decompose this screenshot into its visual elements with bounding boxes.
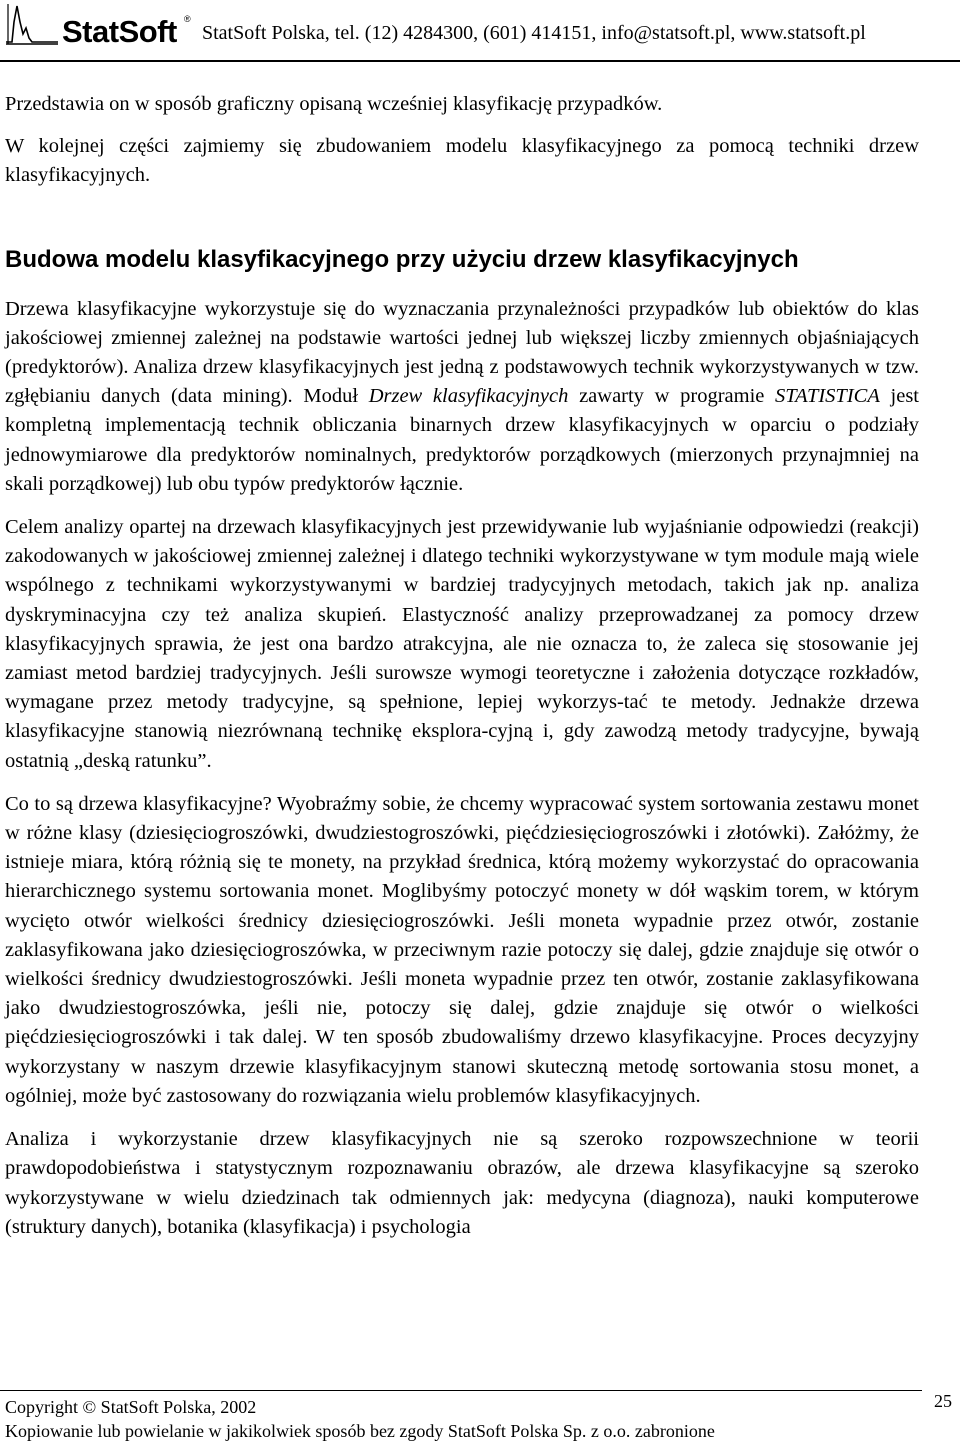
paragraph-text: zawarty w programie (568, 385, 776, 408)
footer-notice: Kopiowanie lub powielanie w jakikolwiek sposób bez zgody StatSoft Polska Sp. z o.o. zabronione (5, 1421, 715, 1441)
footer-copyright: Copyright © StatSoft Polska, 2002 (5, 1397, 257, 1417)
page-number: 25 (934, 1391, 952, 1411)
section-paragraph-4: Analiza i wykorzystanie drzew klasyfikacyjnych nie są szeroko rozpowszechnione w teorii prawdopodobieństwa i statystycznym rozpoznawaniu obrazów, ale drzewa klasyfikacyjne są szeroko wykorzystywane w wielu dziedzinach tak odmiennych jak: medycyna (diagnoza), nauki komputerowe (struktury danych), botanika (klasyfikacja) i psychologia (5, 1128, 919, 1238)
section-paragraph-1 (5, 295, 919, 499)
module-name: Drzew klasyfikacyjnych (368, 385, 569, 408)
paragraph-text: jest kompletną implementacją technik obliczania binarnych drzew klasyfikacyjnych w oparciu o podziały jednowymiarowe dla predyktorów nominalnych, predyktorów porządkowych (mierzonych przynajmniej na skali porządkowej) lub obu typów predyktorów łącznie. (5, 385, 919, 495)
intro-paragraph-2: W kolejnej części zajmiemy się zbudowaniem modelu klasyfikacyjnego za pomocą techniki drzew klasyfikacyjnych. (5, 135, 919, 187)
intro-paragraph-1: Przedstawia on w sposób graficzny opisaną wcześniej klasyfikację przypadków. (5, 93, 663, 115)
section-paragraph-3: Co to są drzewa klasyfikacyjne? Wyobraźmy sobie, że chcemy wypracować system sortowania zestawu monet w różne klasy (dziesięciogroszówki, dwudziestogroszówki, pięćdziesięciogroszówki i złotówki). Załóżmy, że istnieje miara, którą różnią się te monety, na przykład średnica, którą możemy wykorzystać do opracowania hierarchicznego systemu sortowania monet. Moglibyśmy potoczyć monety w dół wąskim torem, w którym wycięto otwór wielkości średnicy dziesięciogroszówki. Jeśli moneta wypadnie przez otwór, zostanie zaklasyfikowana jako dziesięciogroszówka, w przeciwnym razie potoczy się dalej, gdzie znajduje się otwór o wielkości średnicy dwudziestogroszówki. Jeśli moneta wypadnie przez ten otwór, zostanie zaklasyfikowana jako dwudziestogroszówka, jeśli nie, potoczy się dalej, gdzie znajduje się otwór o wielkości pięćdziesięciogroszówki i tak dalej. W ten sposób zbudowaliśmy drzewo klasyfikacyjne. Proces decyzyjny wykorzystany w naszym drzewie klasyfikacyjnym stanowi skuteczną metodę sortowania stosu monet, a ogólniej, może być zastosowany do rozwiązania wielu problemów klasyfikacyjnych. (5, 792, 919, 1107)
statsoft-logo-icon (4, 2, 60, 46)
section-heading: Budowa modelu klasyfikacyjnego przy użyciu drzew klasyfikacyjnych (5, 245, 799, 273)
paragraph-text: Drzewa klasyfikacyjne wykorzystuje się do wyznaczania przynależności przypadków lub obiektów do klas jakościowej zmiennej zależnej na podstawie wartości jednej lub większej liczby zmiennych objaśniających (predyktorów). Analiza drzew klasyfikacyjnych jest jedną z podstawowych technik wykorzystywanych w tzw. zgłębianiu danych (data mining). Moduł (5, 297, 919, 408)
statsoft-logo-text: StatSoft (62, 14, 177, 49)
header-divider (0, 60, 960, 62)
header-contact-info: StatSoft Polska, tel. (12) 4284300, (601) 414151, info@statsoft.pl, www.statsoft.pl (202, 22, 866, 44)
footer-divider (0, 1390, 922, 1391)
section-paragraph-2: Celem analizy opartej na drzewach klasyfikacyjnych jest przewidywanie lub wyjaśnianie odpowiedzi (reakcji) zakodowanych w jakościowej zmiennej zależnej i dlatego techniki wykorzystywane w tym module mają wiele wspólnego z technikami wykorzystywanymi w bardziej tradycyjnych metodach, takich jak np. analiza dyskryminacyjna czy też analiza skupień. Elastyczność analizy przeprowadzanej za pomocy drzew klasyfikacyjnych sprawia, że jest ona bardzo atrakcyjna, ale nie oznacza to, że zaleca się stosowanie jej zamiast metod bardziej tradycyjnych. Jeśli surowsze wymogi teoretyczne i założenia dotyczące rozkładów, wymagane przez metody tradycyjne, są spełnione, lepiej wykorzys-tać te metody. Jednakże drzewa klasyfikacyjne stanowią niezrównaną technikę eksplora-cyjną i, gdy zawodzą metody tradycyjne, bywają ostatnią „deską ratunku”. (5, 516, 919, 772)
registered-mark: ® (184, 14, 191, 24)
document-body (5, 90, 919, 1242)
page-header (0, 0, 960, 62)
program-name: STATISTICA (775, 385, 880, 408)
